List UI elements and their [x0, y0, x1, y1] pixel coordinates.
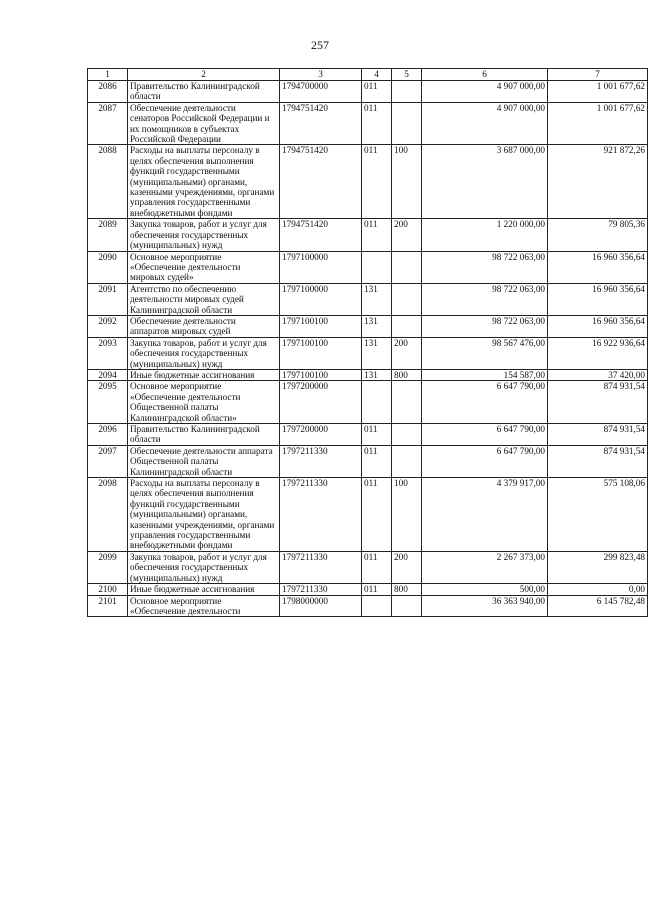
row-csr-code: 1794700000	[280, 81, 362, 103]
row-number: 2088	[88, 145, 128, 219]
column-header: 7	[548, 69, 648, 81]
row-number: 2086	[88, 81, 128, 103]
row-name: Обеспечение деятельности сенаторов Российской Федерации и их помощников в субъектах Российской Федерации	[128, 102, 280, 145]
budget-table	[87, 68, 648, 617]
row-csr-code: 1797200000	[280, 424, 362, 446]
row-number: 2094	[88, 369, 128, 380]
row-name: Иные бюджетные ассигнования	[128, 369, 280, 380]
row-number: 2096	[88, 424, 128, 446]
row-ved-code: 011	[362, 102, 392, 145]
row-csr-code: 1797100000	[280, 251, 362, 283]
row-vr-code	[392, 424, 422, 446]
row-approved-sum: 98 722 063,00	[422, 251, 548, 283]
row-executed-sum: 575 108,06	[548, 478, 648, 552]
row-ved-code: 131	[362, 337, 392, 369]
row-name: Расходы на выплаты персоналу в целях обеспечения выполнения функций государственными (муниципальными) органами, казенными учреждениями, органами управления государственными внебюджетными фондами	[128, 478, 280, 552]
table-row	[88, 219, 648, 251]
row-name: Основное мероприятие «Обеспечение деятельности Общественной палаты Калининградской области»	[128, 381, 280, 424]
row-ved-code: 131	[362, 369, 392, 380]
row-csr-code: 1797211330	[280, 584, 362, 595]
row-ved-code: 131	[362, 283, 392, 315]
row-executed-sum: 37 420,00	[548, 369, 648, 380]
row-number: 2093	[88, 337, 128, 369]
row-name: Обеспечение деятельности аппарата Общественной палаты Калининградской области	[128, 445, 280, 477]
column-header: 4	[362, 69, 392, 81]
row-name: Агентство по обеспечению деятельности мировых судей Калининградской области	[128, 283, 280, 315]
row-executed-sum: 16 922 936,64	[548, 337, 648, 369]
table-row	[88, 478, 648, 552]
row-csr-code: 1794751420	[280, 219, 362, 251]
row-executed-sum: 874 931,54	[548, 424, 648, 446]
row-ved-code	[362, 381, 392, 424]
page-number: 257	[311, 38, 329, 52]
column-header: 2	[128, 69, 280, 81]
table-row	[88, 283, 648, 315]
row-approved-sum: 98 722 063,00	[422, 315, 548, 337]
row-approved-sum: 98 567 476,00	[422, 337, 548, 369]
row-approved-sum: 6 647 790,00	[422, 445, 548, 477]
row-executed-sum: 1 001 677,62	[548, 81, 648, 103]
row-number: 2089	[88, 219, 128, 251]
row-csr-code: 1797200000	[280, 381, 362, 424]
row-number: 2087	[88, 102, 128, 145]
row-executed-sum: 79 805,36	[548, 219, 648, 251]
row-name: Основное мероприятие «Обеспечение деятельности	[128, 595, 280, 617]
row-executed-sum: 16 960 356,64	[548, 315, 648, 337]
row-approved-sum: 98 722 063,00	[422, 283, 548, 315]
row-vr-code	[392, 251, 422, 283]
row-name: Расходы на выплаты персоналу в целях обеспечения выполнения функций государственными (муниципальными) органами, казенными учреждениями, органами управления государственными внебюджетными фондами	[128, 145, 280, 219]
row-csr-code: 1797100100	[280, 315, 362, 337]
column-header: 5	[392, 69, 422, 81]
row-executed-sum: 0,00	[548, 584, 648, 595]
row-csr-code: 1798000000	[280, 595, 362, 617]
row-ved-code	[362, 595, 392, 617]
row-executed-sum: 16 960 356,64	[548, 251, 648, 283]
row-approved-sum: 4 907 000,00	[422, 81, 548, 103]
row-approved-sum: 154 587,00	[422, 369, 548, 380]
row-ved-code	[362, 251, 392, 283]
row-ved-code: 011	[362, 478, 392, 552]
row-name: Иные бюджетные ассигнования	[128, 584, 280, 595]
row-csr-code: 1797211330	[280, 445, 362, 477]
row-csr-code: 1797211330	[280, 551, 362, 583]
row-vr-code	[392, 595, 422, 617]
row-vr-code	[392, 445, 422, 477]
row-vr-code: 200	[392, 219, 422, 251]
row-approved-sum: 2 267 373,00	[422, 551, 548, 583]
row-name: Основное мероприятие «Обеспечение деятельности мировых судей»	[128, 251, 280, 283]
row-ved-code: 011	[362, 81, 392, 103]
row-csr-code: 1797211330	[280, 478, 362, 552]
row-executed-sum: 16 960 356,64	[548, 283, 648, 315]
row-executed-sum: 874 931,54	[548, 381, 648, 424]
table-row	[88, 584, 648, 595]
row-csr-code: 1794751420	[280, 102, 362, 145]
row-ved-code: 131	[362, 315, 392, 337]
row-executed-sum: 921 872,26	[548, 145, 648, 219]
table-row	[88, 424, 648, 446]
row-executed-sum: 6 145 782,48	[548, 595, 648, 617]
row-vr-code: 100	[392, 478, 422, 552]
row-number: 2099	[88, 551, 128, 583]
table-row	[88, 102, 648, 145]
table-row	[88, 595, 648, 617]
row-vr-code	[392, 315, 422, 337]
row-ved-code: 011	[362, 445, 392, 477]
row-name: Правительство Калининградской области	[128, 424, 280, 446]
row-number: 2095	[88, 381, 128, 424]
row-executed-sum: 299 823,48	[548, 551, 648, 583]
row-approved-sum: 4 379 917,00	[422, 478, 548, 552]
table-row	[88, 381, 648, 424]
row-vr-code	[392, 102, 422, 145]
row-number: 2090	[88, 251, 128, 283]
row-number: 2100	[88, 584, 128, 595]
row-vr-code	[392, 81, 422, 103]
row-approved-sum: 3 687 000,00	[422, 145, 548, 219]
row-name: Обеспечение деятельности аппаратов мировых судей	[128, 315, 280, 337]
table-row	[88, 445, 648, 477]
table-row	[88, 81, 648, 103]
row-number: 2097	[88, 445, 128, 477]
table-row	[88, 315, 648, 337]
row-vr-code: 200	[392, 551, 422, 583]
table-body	[88, 81, 648, 617]
row-executed-sum: 1 001 677,62	[548, 102, 648, 145]
row-vr-code: 800	[392, 584, 422, 595]
row-ved-code: 011	[362, 219, 392, 251]
row-csr-code: 1797100100	[280, 369, 362, 380]
column-header: 1	[88, 69, 128, 81]
row-name: Закупка товаров, работ и услуг для обеспечения государственных (муниципальных) нужд	[128, 551, 280, 583]
row-ved-code: 011	[362, 424, 392, 446]
table-row	[88, 337, 648, 369]
row-vr-code	[392, 283, 422, 315]
row-ved-code: 011	[362, 551, 392, 583]
row-number: 2101	[88, 595, 128, 617]
table-row	[88, 369, 648, 380]
row-vr-code: 100	[392, 145, 422, 219]
table-row	[88, 145, 648, 219]
row-name: Закупка товаров, работ и услуг для обеспечения государственных (муниципальных) нужд	[128, 219, 280, 251]
row-number: 2098	[88, 478, 128, 552]
row-approved-sum: 1 220 000,00	[422, 219, 548, 251]
row-vr-code: 800	[392, 369, 422, 380]
row-ved-code: 011	[362, 584, 392, 595]
row-csr-code: 1797100000	[280, 283, 362, 315]
row-approved-sum: 6 647 790,00	[422, 381, 548, 424]
row-approved-sum: 36 363 940,00	[422, 595, 548, 617]
row-executed-sum: 874 931,54	[548, 445, 648, 477]
row-csr-code: 1794751420	[280, 145, 362, 219]
table-row	[88, 551, 648, 583]
row-vr-code: 200	[392, 337, 422, 369]
row-approved-sum: 6 647 790,00	[422, 424, 548, 446]
table-header-row	[88, 69, 648, 81]
column-header: 6	[422, 69, 548, 81]
row-csr-code: 1797100100	[280, 337, 362, 369]
row-name: Закупка товаров, работ и услуг для обеспечения государственных (муниципальных) нужд	[128, 337, 280, 369]
row-vr-code	[392, 381, 422, 424]
row-approved-sum: 4 907 000,00	[422, 102, 548, 145]
row-number: 2092	[88, 315, 128, 337]
table-row	[88, 251, 648, 283]
row-number: 2091	[88, 283, 128, 315]
row-name: Правительство Калининградской области	[128, 81, 280, 103]
row-ved-code: 011	[362, 145, 392, 219]
row-approved-sum: 500,00	[422, 584, 548, 595]
column-header: 3	[280, 69, 362, 81]
